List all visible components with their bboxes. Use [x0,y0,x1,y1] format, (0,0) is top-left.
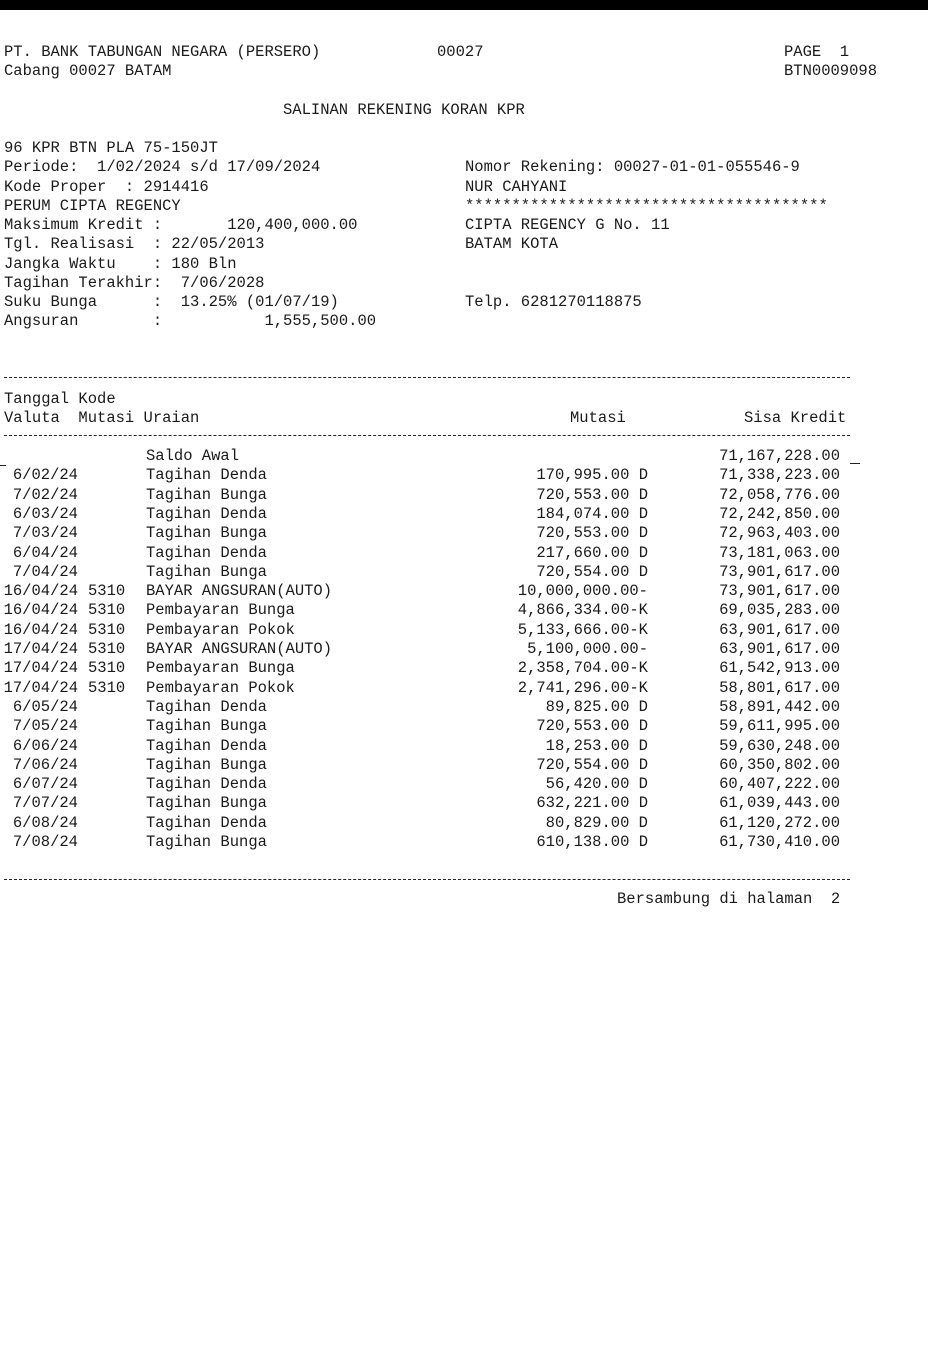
row-mutasi: 56,420.00 D [545,775,648,793]
row-date: 6/04/24 [12,544,78,562]
col-header-date-code: Tanggal Kode [4,390,116,408]
row-mutasi: 5,133,666.00-K [517,621,648,639]
row-sisa: 72,963,403.00 [719,524,840,542]
row-desc: Tagihan Denda [146,544,267,562]
row-date: 6/07/24 [12,775,78,793]
housing-name: PERUM CIPTA REGENCY [4,197,181,215]
row-date: 16/04/24 [3,601,78,619]
row-desc: Tagihan Denda [146,737,267,755]
row-code: 5310 [88,679,126,697]
row-sisa: 71,338,223.00 [719,466,840,484]
row-mutasi: 2,358,704.00-K [517,659,648,677]
star-separator: *************************************** [465,197,828,215]
phone: Telp. 6281270118875 [465,293,642,311]
row-mutasi: 217,660.00 D [536,544,648,562]
row-date: 7/03/24 [12,524,78,542]
row-mutasi: 89,825.00 D [545,698,648,716]
kode-proper: Kode Proper : 2914416 [4,178,209,196]
row-mutasi: 5,100,000.00- [527,640,648,658]
row-mutasi: 610,138.00 D [536,833,648,851]
row-sisa: 61,120,272.00 [719,814,840,832]
max-credit: Maksimum Kredit : 120,400,000.00 [4,216,358,234]
page-title: SALINAN REKENING KORAN KPR [283,101,525,119]
term: Jangka Waktu : 180 Bln [4,255,237,273]
row-sisa: 63,901,617.00 [719,640,840,658]
row-mutasi: 170,995.00 D [536,466,648,484]
continued-note: Bersambung di halaman 2 [617,890,841,908]
row-desc: Tagihan Bunga [146,717,267,735]
row-sisa: 61,039,443.00 [719,794,840,812]
row-code: 5310 [88,640,126,658]
realization-date: Tgl. Realisasi : 22/05/2013 [4,235,265,253]
row-desc: Tagihan Denda [146,698,267,716]
col-header-valuta: Valuta Mutasi Uraian [4,409,200,427]
row-mutasi: 720,553.00 D [536,486,648,504]
row-mutasi: 80,829.00 D [545,814,648,832]
address-line-2: BATAM KOTA [465,235,559,253]
row-mutasi: 18,253.00 D [545,737,648,755]
row-sisa: 60,407,222.00 [719,775,840,793]
row-desc: Saldo Awal [146,447,240,465]
row-sisa: 60,350,802.00 [719,756,840,774]
row-desc: Tagihan Bunga [146,563,267,581]
row-sisa: 61,542,913.00 [719,659,840,677]
row-desc: Pembayaran Pokok [146,621,295,639]
col-header-sisa: Sisa Kredit [744,409,847,427]
divider-header [4,435,850,436]
row-date: 16/04/24 [3,582,78,600]
row-date: 6/08/24 [12,814,78,832]
row-desc: Tagihan Bunga [146,756,267,774]
divider-top [4,377,850,378]
row-sisa: 72,242,850.00 [719,505,840,523]
row-desc: BAYAR ANGSURAN(AUTO) [146,640,333,658]
row-desc: Pembayaran Bunga [146,659,295,677]
address-line-1: CIPTA REGENCY G No. 11 [465,216,670,234]
row-desc: Pembayaran Bunga [146,601,295,619]
row-date: 7/06/24 [12,756,78,774]
row-code: 5310 [88,601,126,619]
row-mutasi: 2,741,296.00-K [517,679,648,697]
row-sisa: 69,035,283.00 [719,601,840,619]
row-sisa: 59,630,248.00 [719,737,840,755]
branch-name: Cabang 00027 BATAM [4,62,172,80]
col-header-mutasi: Mutasi [570,409,626,427]
row-desc: Tagihan Denda [146,775,267,793]
divider-bottom [4,879,850,880]
row-date: 7/05/24 [12,717,78,735]
row-desc: Pembayaran Pokok [146,679,295,697]
row-desc: Tagihan Denda [146,466,267,484]
row-desc: Tagihan Bunga [146,486,267,504]
row-code: 5310 [88,621,126,639]
row-mutasi: 184,074.00 D [536,505,648,523]
installment: Angsuran : 1,555,500.00 [4,312,377,330]
row-sisa: 73,901,617.00 [719,563,840,581]
row-date: 7/02/24 [12,486,78,504]
row-date: 7/07/24 [12,794,78,812]
row-mutasi: 632,221.00 D [536,794,648,812]
branch-code: 00027 [437,43,484,61]
row-code: 5310 [88,582,126,600]
bank-name: PT. BANK TABUNGAN NEGARA (PERSERO) [4,43,321,61]
row-mutasi: 720,554.00 D [536,563,648,581]
row-sisa: 59,611,995.00 [719,717,840,735]
row-mutasi: 4,866,334.00-K [517,601,648,619]
row-mutasi: 720,554.00 D [536,756,648,774]
row-sisa: 73,901,617.00 [719,582,840,600]
row-sisa: 58,891,442.00 [719,698,840,716]
row-sisa: 72,058,776.00 [719,486,840,504]
period: Periode: 1/02/2024 s/d 17/09/2024 [4,158,321,176]
row-date: 6/02/24 [12,466,78,484]
row-code: 5310 [88,659,126,677]
row-date: 17/04/24 [3,679,78,697]
row-date: 6/03/24 [12,505,78,523]
row-date: 17/04/24 [3,640,78,658]
last-bill: Tagihan Terakhir: 7/06/2028 [4,274,265,292]
customer-name: NUR CAHYANI [465,178,568,196]
account-number: Nomor Rekening: 00027-01-01-055546-9 [465,158,800,176]
interest-rate: Suku Bunga : 13.25% (01/07/19) [4,293,339,311]
row-date: 7/08/24 [12,833,78,851]
row-sisa: 73,181,063.00 [719,544,840,562]
row-sisa: 58,801,617.00 [719,679,840,697]
row-desc: Tagihan Denda [146,505,267,523]
row-date: 7/04/24 [12,563,78,581]
row-sisa: 71,167,228.00 [719,447,840,465]
row-desc: Tagihan Denda [146,814,267,832]
row-sisa: 61,730,410.00 [719,833,840,851]
margin-mark-left [0,465,6,466]
row-date: 6/06/24 [12,737,78,755]
document-id: BTN0009098 [784,62,878,80]
row-date: 6/05/24 [12,698,78,716]
row-desc: Tagihan Bunga [146,794,267,812]
row-date: 17/04/24 [3,659,78,677]
row-desc: BAYAR ANGSURAN(AUTO) [146,582,333,600]
row-mutasi: 10,000,000.00- [517,582,648,600]
row-mutasi: 720,553.00 D [536,717,648,735]
row-desc: Tagihan Bunga [146,833,267,851]
row-date: 16/04/24 [3,621,78,639]
page-number: PAGE 1 [784,43,850,61]
row-mutasi: 720,553.00 D [536,524,648,542]
top-black-bar [0,0,928,10]
margin-mark-right [850,463,860,464]
row-sisa: 63,901,617.00 [719,621,840,639]
row-desc: Tagihan Bunga [146,524,267,542]
product-name: 96 KPR BTN PLA 75-150JT [4,139,218,157]
